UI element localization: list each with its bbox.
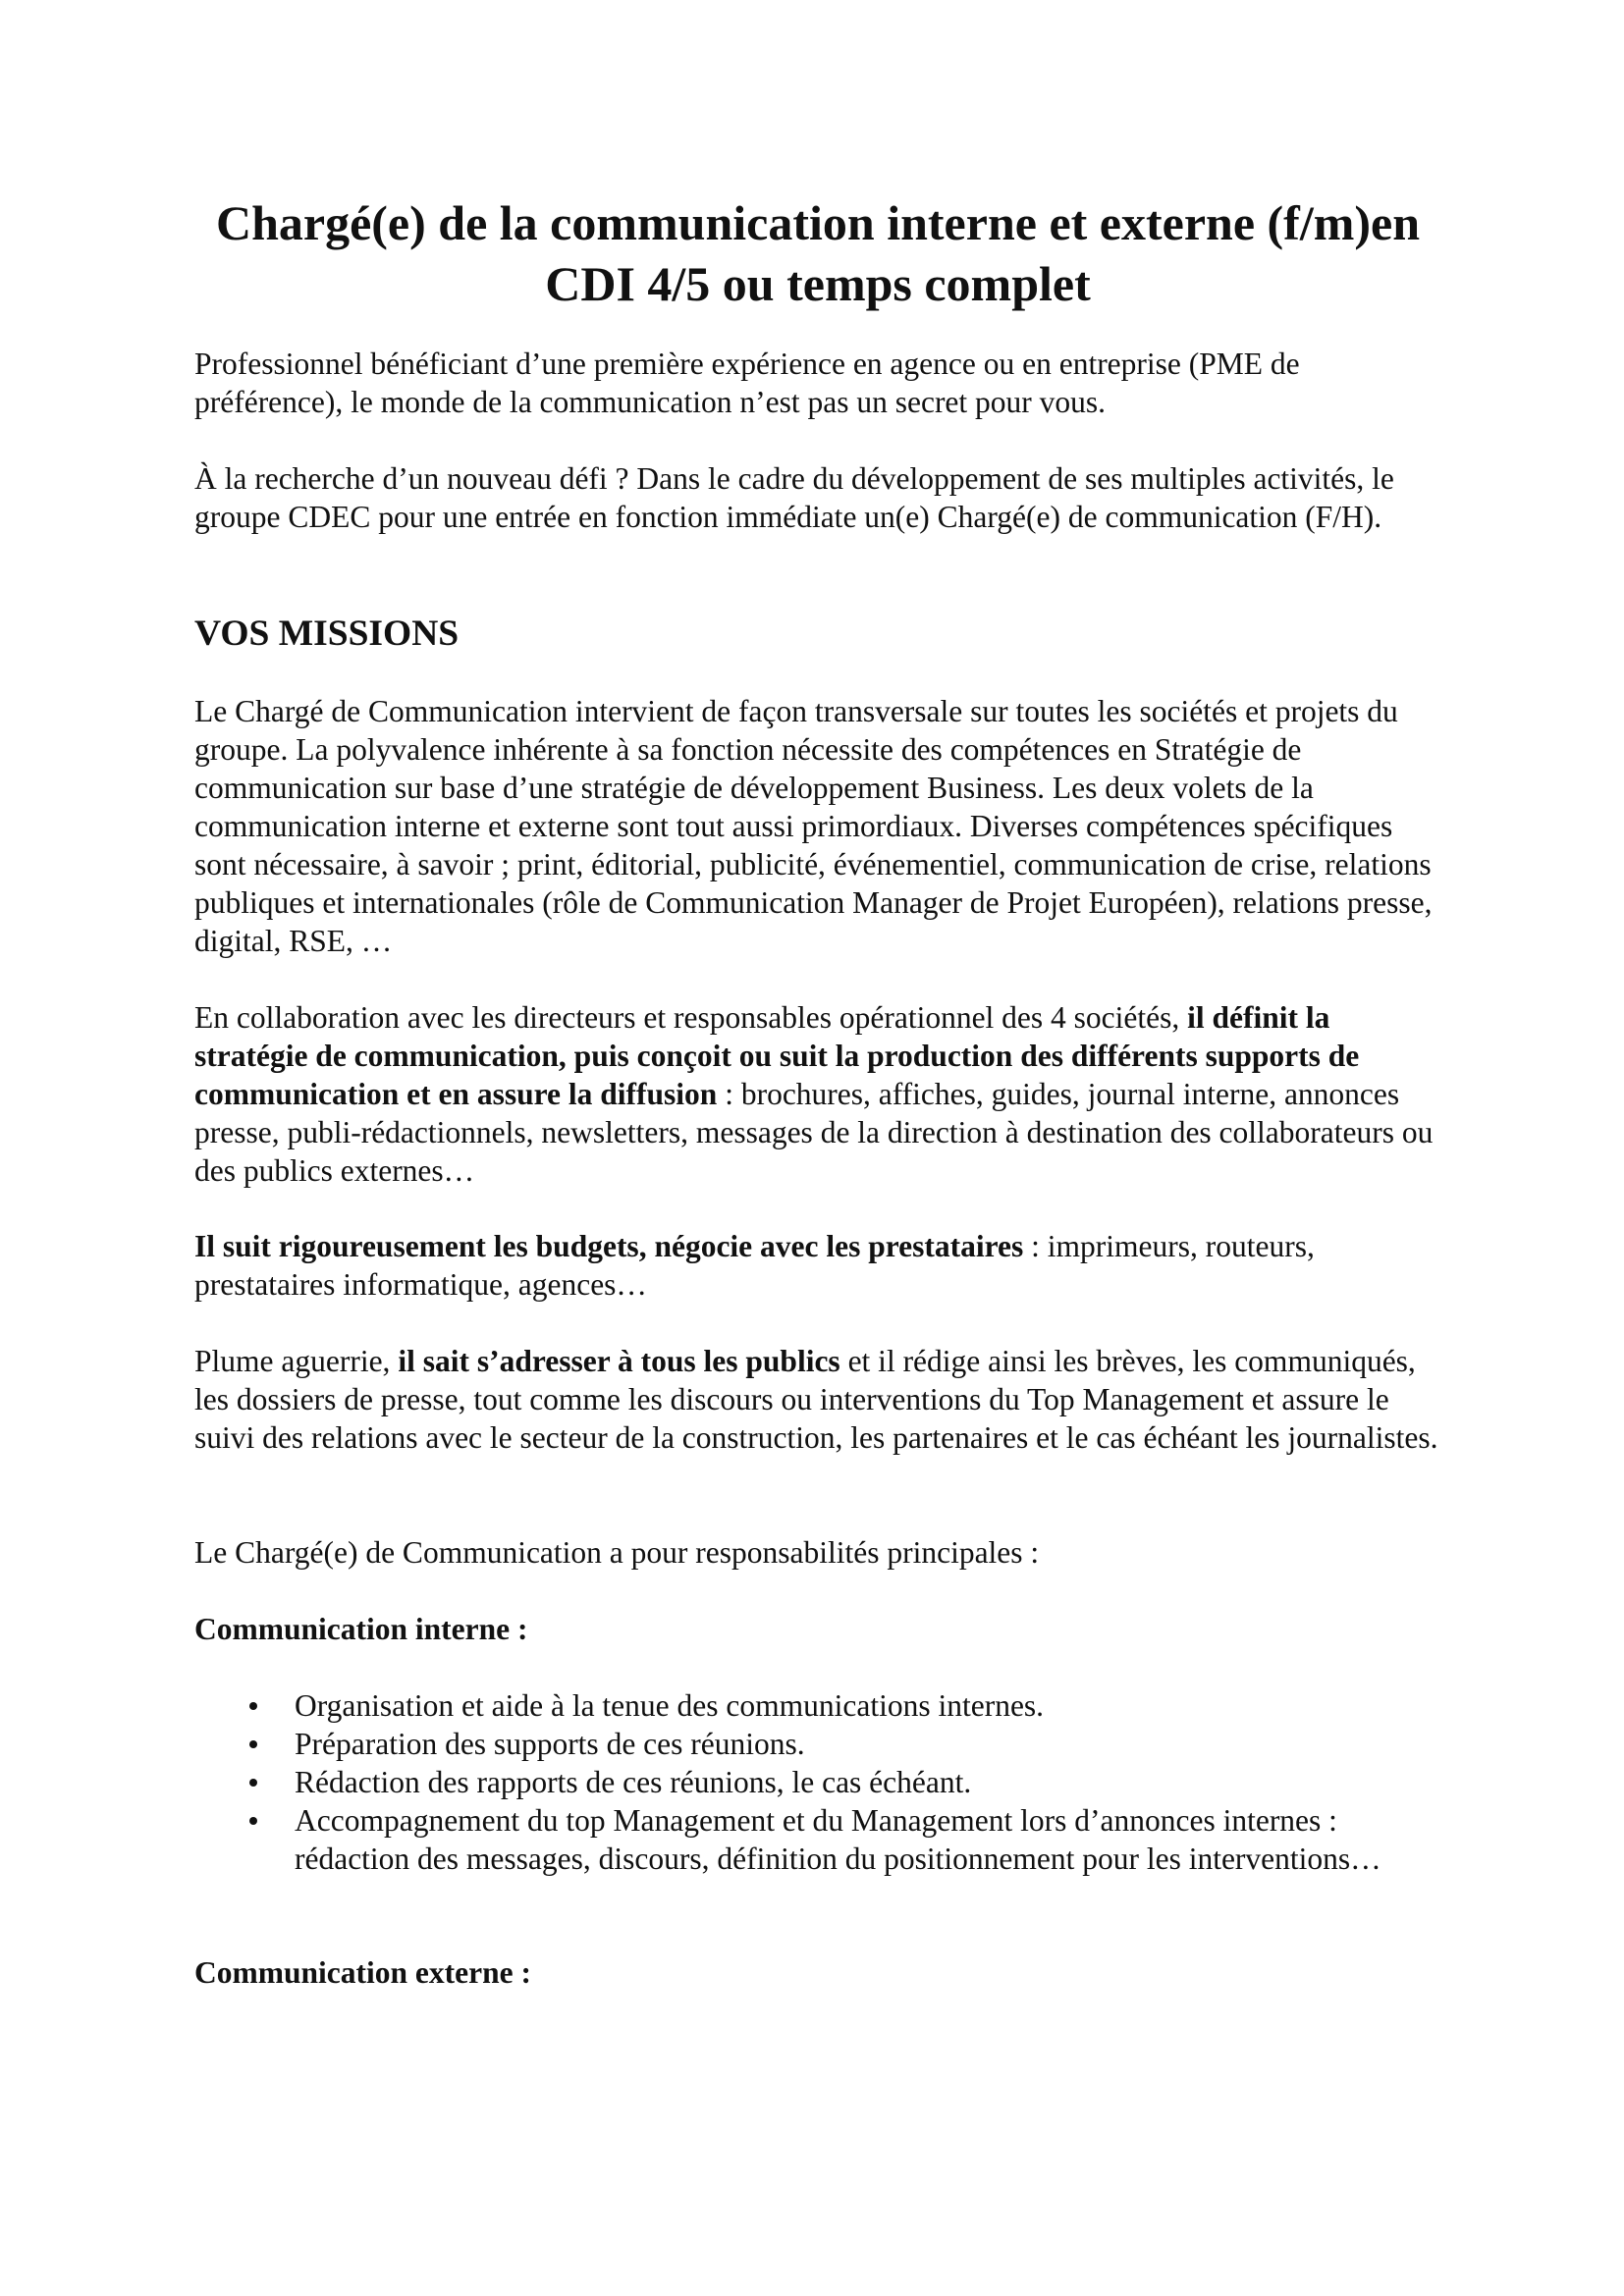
missions-p4-end: et il rédige ainsi les brèves, les communiqués, les dossiers de presse, tout comme les discours ou interventions du Top Management et assure le suivi des relations avec le secteur de la construction, les partenaires et le cas échéant les journalistes.	[194, 1344, 1438, 1455]
missions-p4-bold: il sait s’adresser à tous les publics	[398, 1344, 840, 1378]
document-title	[194, 192, 1441, 314]
list-item	[194, 1763, 1441, 1801]
intro-paragraph-2: À la recherche d’un nouveau défi ? Dans le cadre du développement de ses multiples activités, le groupe CDEC pour une entrée en fonction immédiate un(e) Chargé(e) de communication (F/H).	[194, 461, 1394, 534]
internal-communication-heading: Communication interne :	[194, 1612, 528, 1646]
missions-paragraph-1: Le Chargé de Communication intervient de façon transversale sur toutes les sociétés et projets du groupe. La polyvalence inhérente à sa fonction nécessite des compétences en Stratégie de communication sur base d’une stratégie de développement Business. Les deux volets de la communication interne et externe sont tout aussi primordiaux. Diverses compétences spécifiques sont nécessaire, à savoir ; print, éditorial, publicité, événementiel, communication de crise, relations publiques et internationales (rôle de Communication Manager de Projet Européen), relations presse, digital, RSE, …	[194, 694, 1433, 958]
missions-paragraph-4	[194, 1342, 1441, 1457]
document-page	[194, 0, 1441, 2296]
list-item	[194, 1801, 1441, 1878]
bullet-icon	[249, 1779, 257, 1787]
bullet-icon	[249, 1702, 257, 1710]
bullet-icon	[249, 1740, 257, 1748]
list-item	[194, 1725, 1441, 1763]
missions-p3-end: : imprimeurs, routeurs, prestataires informatique, agences…	[194, 1229, 1315, 1302]
intro-paragraph-1: Professionnel bénéficiant d’une première expérience en agence ou en entreprise (PME de préférence), le monde de la communication n’est pas un secret pour vous.	[194, 347, 1300, 419]
list-item	[194, 1686, 1441, 1725]
missions-p2-start: En collaboration avec les directeurs et responsables opérationnel des 4 sociétés,	[194, 1000, 1188, 1035]
title-line-1: Chargé(e) de la communication interne et externe (f/m)en	[215, 195, 1421, 250]
list-item-text: Accompagnement du top Management et du Management lors d’annonces internes : rédaction des messages, discours, définition du positionnement pour les interventions…	[295, 1803, 1381, 1876]
missions-p2-bold: il définit la stratégie de communication, puis conçoit ou suit la production des différents supports de communication et en assure la diffusion	[194, 1000, 1360, 1111]
missions-p4-start: Plume aguerrie,	[194, 1344, 399, 1378]
responsibilities-intro: Le Chargé(e) de Communication a pour responsabilités principales :	[194, 1535, 1040, 1570]
list-item-text: Organisation et aide à la tenue des communications internes.	[295, 1688, 1045, 1723]
list-item-text: Préparation des supports de ces réunions.	[295, 1727, 805, 1761]
title-line-2: CDI 4/5 ou temps complet	[545, 256, 1091, 311]
missions-p2-end: : brochures, affiches, guides, journal interne, annonces presse, publi-rédactionnels, newsletters, messages de la direction à destination des collaborateurs ou des publics externes…	[194, 1077, 1434, 1188]
missions-paragraph-2	[194, 998, 1441, 1190]
missions-heading: VOS MISSIONS	[194, 614, 460, 654]
external-communication-heading: Communication externe :	[194, 1955, 531, 1990]
list-item-text: Rédaction des rapports de ces réunions, le cas échéant.	[295, 1765, 972, 1799]
internal-communication-list	[194, 1686, 1441, 1878]
bullet-icon	[249, 1817, 257, 1825]
missions-p3-bold: Il suit rigoureusement les budgets, négocie avec les prestataires	[194, 1229, 1024, 1263]
missions-paragraph-3	[194, 1227, 1441, 1304]
